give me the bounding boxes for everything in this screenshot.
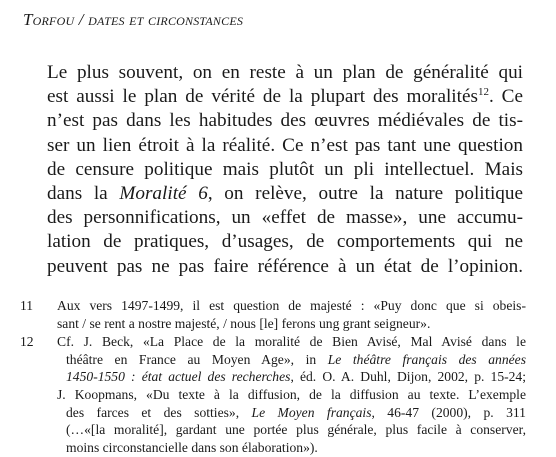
running-head-author: Torfou bbox=[23, 10, 75, 29]
body-line-8: lation de pratiques, d’usages, de comportements qui ne bbox=[47, 231, 523, 253]
work-title-moyen-francais: Le Moyen français bbox=[251, 404, 372, 420]
body-line-3: n’est pas dans les habitudes des œuvres médiévales de tis- bbox=[47, 110, 523, 132]
work-title-theatre-francais: Le théâtre français des années bbox=[327, 351, 526, 367]
work-title-etat-actuel: 1450-1550 : état actuel des recherches bbox=[66, 369, 291, 385]
body-line-5: de censure politique mais plutôt un pli intellectuel. Mais bbox=[47, 158, 523, 180]
footnote-12-line-2-a: théâtre en France au Moyen Age», in bbox=[66, 351, 328, 367]
footnote-12-line-3-b: , éd. O. A. Duhl, Dijon, 2002, p. 15-24; bbox=[290, 369, 527, 385]
footnote-text bbox=[57, 333, 526, 456]
body-line-9: peuvent pas ne pas faire référence à un état de l’opinion. bbox=[47, 255, 523, 277]
footnote-12-line-1: Cf. J. Beck, «La Place de la moralité de Bien Avisé, Mal Avisé dans le bbox=[57, 334, 526, 350]
body-paragraph bbox=[47, 61, 523, 279]
footnote-number: 12 bbox=[20, 334, 34, 350]
work-title-moralite-6: Moralité 6 bbox=[119, 183, 208, 205]
footnote-12 bbox=[20, 333, 526, 456]
footnote-12-line-5-b: , 46-47 (2000), p. 311 bbox=[371, 404, 526, 420]
footnote-11-line-1: Aux vers 1497-1499, il est question de majesté : «Puy donc que si obeis- bbox=[57, 298, 526, 313]
footnote-12-line-6: (…«[la moralité], gardant une portée plus générale, plus facile à conserver, bbox=[66, 422, 526, 438]
body-line-2-text: est aussi le plan de vérité de la plupart des moralités bbox=[47, 86, 478, 108]
body-line-2 bbox=[47, 85, 523, 109]
footnote-number: 11 bbox=[20, 298, 34, 313]
footnote-11-line-2: sant / se rent a nostre majesté, / nous [le] ferons ung grant seigneur». bbox=[57, 315, 431, 331]
running-head-section: dates et circonstances bbox=[88, 10, 244, 29]
body-line-1: Le plus souvent, on en reste à un plan de généralité qui bbox=[47, 62, 523, 83]
footnote-ref-12[interactable]: 12 bbox=[477, 86, 489, 99]
footnote-12-line-3 bbox=[57, 368, 526, 386]
body-line-4: ser un lien étroit à la réalité. Ce n’est pas tant une question bbox=[47, 134, 523, 156]
footnote-12-line-5 bbox=[57, 404, 526, 422]
body-line-6-rest: , on relève, outre la nature politique bbox=[207, 183, 523, 205]
running-head bbox=[23, 10, 243, 30]
footnote-12-line-5-a: des farces et des sotties», bbox=[66, 404, 252, 420]
footnote-11 bbox=[20, 297, 526, 332]
footnote-text bbox=[57, 297, 526, 332]
footnote-12-line-7: moins circonstancielle dans son élaboration»). bbox=[66, 439, 318, 455]
running-head-separator: / bbox=[74, 10, 89, 29]
footnote-12-line-4: J. Koopmans, «Du texte à la diffusion, de la diffusion au texte. L’exemple bbox=[57, 386, 526, 402]
body-line-6 bbox=[47, 182, 523, 206]
footnote-12-line-2 bbox=[57, 351, 526, 369]
footnotes bbox=[20, 297, 526, 457]
body-line-7: des personnifications, un «effet de masse», une accumu- bbox=[47, 207, 523, 229]
body-line-6-lead: dans la bbox=[47, 183, 120, 205]
body-line-2-tail: . Ce bbox=[488, 86, 523, 108]
